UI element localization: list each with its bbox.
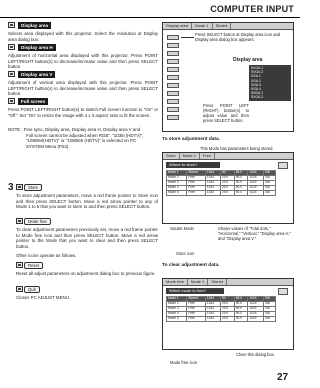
display-area-v-section xyxy=(8,71,158,97)
store-osd-bar xyxy=(163,153,293,160)
osd-icon-column xyxy=(167,35,181,123)
store-section xyxy=(16,184,158,210)
table-cell: 768 xyxy=(263,301,276,306)
table-cell: 50 xyxy=(220,171,234,176)
table-cell: 1024 xyxy=(248,316,263,321)
table-cell: 1024 xyxy=(248,301,263,306)
full-screen-icon xyxy=(8,98,15,104)
clear-table xyxy=(166,296,276,322)
menu-icon xyxy=(167,59,179,64)
table-cell: 1024 xyxy=(248,311,263,316)
menu-icon xyxy=(167,67,179,72)
osd-bar-item: Mode free xyxy=(163,279,188,285)
display-area-v-text: Adjustment of vertical area displayed with this projector. Press POINT LEFT/RIGHT button(s) to decrease/increase value and then press SELECT button. xyxy=(8,80,158,97)
other-icons-note xyxy=(16,253,158,259)
mode-free-icon-label: Mode free icon xyxy=(170,360,198,365)
reset-text: Reset all adjust parameters on adjustment dialog box to previous figure. xyxy=(16,271,156,276)
osd-bar-item: Display area xyxy=(163,23,192,29)
osd-top-bar xyxy=(163,23,293,30)
menu-icon xyxy=(167,99,179,104)
resolution-list xyxy=(249,65,291,101)
table-cell: 90.0 xyxy=(234,306,248,311)
mode-free-icon xyxy=(16,218,23,224)
table-cell: 1344 xyxy=(205,301,220,306)
select-callout: Press SELECT button at Display area icon and Display area dialog box appears. xyxy=(195,32,281,42)
where-to-store-title: Where to store? xyxy=(166,162,220,168)
resolution-option[interactable]: XGA 3 xyxy=(251,82,261,87)
resolution-option[interactable]: XGA 2 xyxy=(251,78,261,83)
dialog-close-icon[interactable] xyxy=(278,288,288,295)
osd-bar-item: Store xyxy=(163,153,180,159)
table-cell: Mode 4 xyxy=(167,311,187,316)
table-cell: 29.0 xyxy=(220,316,234,321)
display-area-v-label: Display area V xyxy=(18,71,55,78)
values-label: Shows values of "Total dots," "Horizontal," "Vertical," "Display area H," and "Display area V." xyxy=(218,226,292,241)
menu-icon xyxy=(167,115,179,120)
store-osd xyxy=(162,152,294,224)
osd-bar-item: Stored xyxy=(213,23,232,29)
table-cell: 90.0 xyxy=(234,190,248,195)
full-screen-label: Full screen xyxy=(18,98,48,105)
menu-icon xyxy=(167,91,179,96)
table-cell: 768 xyxy=(263,297,276,302)
table-cell: 1344 xyxy=(205,306,220,311)
reset-label: Reset xyxy=(24,262,43,269)
display-area-v-icon xyxy=(8,71,15,77)
page-header-title: COMPUTER INPUT xyxy=(210,4,294,14)
osd-bar-item: Stored xyxy=(208,279,227,285)
table-cell: 90.0 xyxy=(234,311,248,316)
note-block xyxy=(8,127,148,149)
mode-free-osd xyxy=(162,278,294,350)
menu-icon xyxy=(167,83,179,88)
table-cell: 90.0 xyxy=(234,175,248,180)
osd-bar-item: Mode 1 xyxy=(188,279,208,285)
quit-text: Closes PC ADJUST MENU. xyxy=(16,295,71,300)
callout-pointer xyxy=(181,37,194,38)
display-area-text: Selects area displayed with this projector. Select the resolution at Display area dialog box. xyxy=(8,31,158,42)
osd-bar-item: Free xyxy=(200,153,215,159)
display-area-osd xyxy=(162,22,294,132)
table-cell: 1024 xyxy=(248,190,263,195)
table-cell: 1024 xyxy=(248,180,263,185)
table-cell: 90.0 xyxy=(234,185,248,190)
mode-free-osd-bar xyxy=(163,279,293,286)
header-rule xyxy=(0,17,300,18)
table-cell: 50 xyxy=(220,297,234,302)
mode-free-text: To clear adjustment parameters previously set, move a red frame pointer to Mode free icon and then press SELECT button. Move a red arrow pointer to the Mode that you want to clear and then press SELECT button. xyxy=(16,227,158,249)
table-cell: 90.0 xyxy=(234,180,248,185)
table-cell: 1024 xyxy=(248,185,263,190)
quit-label: Quit xyxy=(24,286,40,293)
display-area-h-label: Display area H xyxy=(18,44,56,51)
table-cell: 1344 xyxy=(205,297,220,302)
store-section-title: To store adjustment data. xyxy=(162,137,221,142)
reset-icon xyxy=(16,262,23,268)
table-cell: Stored xyxy=(187,171,206,176)
table-cell: 90.0 xyxy=(234,316,248,321)
table-cell: Mode 4 xyxy=(167,185,187,190)
table-cell: 29.0 xyxy=(220,301,234,306)
table-cell: Free xyxy=(187,311,206,316)
table-cell: Mode 5 xyxy=(167,190,187,195)
table-cell: Free xyxy=(187,316,206,321)
which-mode-title: Which mode to free? xyxy=(166,288,224,294)
resolution-option[interactable]: SXGA 1 xyxy=(251,91,264,96)
table-cell: Free xyxy=(187,180,206,185)
table-cell: 1024 xyxy=(248,297,263,302)
store-label: Store xyxy=(24,184,42,191)
store-text: To store adjustment parameters, move a red frame pointer to Store icon and then press SELECT button. Move a red arrow pointer to any of Mode 1 to 5 that you want to store to and then press SELECT button. xyxy=(16,193,158,210)
resolution-option[interactable]: SVGA 2 xyxy=(251,70,264,75)
table-cell: 768 xyxy=(263,185,276,190)
table-cell: 768 xyxy=(263,306,276,311)
display-area-icon xyxy=(8,22,15,28)
table-row[interactable] xyxy=(167,190,276,195)
display-area-h-section xyxy=(8,44,158,70)
table-cell: 768 xyxy=(263,171,276,176)
resolution-option[interactable]: XGA 1 xyxy=(251,74,261,79)
vacant-mode-label: Vacant Mode xyxy=(170,226,194,231)
table-cell: 1024 xyxy=(248,171,263,176)
menu-icon xyxy=(167,75,179,80)
table-row[interactable] xyxy=(167,316,276,321)
menu-icon xyxy=(167,35,179,40)
table-cell: 768 xyxy=(263,180,276,185)
other-icons-text: Other icons operate as follows. xyxy=(16,253,77,258)
table-cell: 90.0 xyxy=(234,301,248,306)
table-cell: Mode 1 xyxy=(167,171,187,176)
table-cell: 29.0 xyxy=(220,175,234,180)
store-close-icon[interactable] xyxy=(278,162,288,169)
table-cell: Mode 2 xyxy=(167,175,187,180)
table-cell: 29.0 xyxy=(220,306,234,311)
table-cell: Stored xyxy=(187,297,206,302)
table-cell: Free xyxy=(187,175,206,180)
table-cell: Mode 3 xyxy=(167,306,187,311)
table-cell: 65.0 xyxy=(234,171,248,176)
table-cell: Mode 5 xyxy=(167,316,187,321)
note-text: NOTE : Fine sync, Display area, Display area H, Display area V and Full screen cannot be adjusted when RGB", "1035i (HDTV)", "1080i50(HDTV)" or "1080i60 (HDTV)" is selected on PC SYSTEM Menu (P23). xyxy=(8,127,144,149)
table-cell: 29.0 xyxy=(220,190,234,195)
display-area-h-text: Adjustment of horizontal area displayed with this projector. Press POINT LEFT/RIGHT button(s) to decrease/increase value and then press SELECT button. xyxy=(8,53,158,70)
full-screen-section xyxy=(8,98,158,118)
mode-free-label: Mode free xyxy=(24,218,51,225)
dialog-title: Display area xyxy=(233,57,263,63)
display-area-label: Display area xyxy=(18,22,51,29)
table-cell: Mode 2 xyxy=(167,301,187,306)
display-area-h-icon xyxy=(8,44,15,50)
table-cell: Mode 1 xyxy=(167,297,187,302)
osd-bar-item: Mode 1 xyxy=(192,23,212,29)
step-number: 3 xyxy=(8,182,14,193)
table-cell: 65.0 xyxy=(234,297,248,302)
store-icon-label: Store icon xyxy=(176,251,195,256)
quit-icon xyxy=(16,286,23,292)
close-dialog-label: Close this dialog box. xyxy=(236,352,275,357)
table-cell: 768 xyxy=(263,190,276,195)
resolution-option[interactable]: SVGA 1 xyxy=(251,66,264,70)
stored-mode-callout: This Mode has parameters being stored. xyxy=(200,146,274,151)
osd-bar-item: Mode 2 xyxy=(180,153,200,159)
table-cell: 1344 xyxy=(205,190,220,195)
page-number: 27 xyxy=(277,372,289,383)
press-instruction: Press POINT LEFT (RIGHT) button(s) to adjust value and then press SELECT button. xyxy=(203,103,249,123)
table-cell: 29.0 xyxy=(220,180,234,185)
table-cell: 29.0 xyxy=(220,311,234,316)
table-cell: 29.0 xyxy=(220,185,234,190)
table-cell: Free xyxy=(187,185,206,190)
table-cell: 768 xyxy=(263,175,276,180)
table-cell: 1344 xyxy=(205,316,220,321)
table-cell: 768 xyxy=(263,311,276,316)
clear-section-title: To clear adjustment data. xyxy=(162,263,220,268)
reset-section xyxy=(16,262,158,277)
resolution-option[interactable]: SXGA 2 xyxy=(251,95,264,100)
table-cell: 768 xyxy=(263,316,276,321)
store-table xyxy=(166,170,276,196)
resolution-option[interactable]: XGA 4 xyxy=(251,87,261,92)
quit-section xyxy=(16,286,158,301)
table-cell: 1344 xyxy=(205,180,220,185)
table-cell: 1024 xyxy=(248,175,263,180)
table-cell: 1344 xyxy=(205,185,220,190)
table-cell: 1344 xyxy=(205,311,220,316)
table-cell: 1344 xyxy=(205,175,220,180)
display-area-section xyxy=(8,22,158,42)
table-cell: Free xyxy=(187,190,206,195)
table-cell: 1024 xyxy=(248,306,263,311)
table-cell: Mode 3 xyxy=(167,180,187,185)
store-icon xyxy=(16,184,23,190)
menu-icon xyxy=(167,43,179,48)
table-cell: Free xyxy=(187,306,206,311)
table-cell: 1344 xyxy=(205,171,220,176)
table-cell: Free xyxy=(187,301,206,306)
mode-free-section xyxy=(16,218,158,249)
menu-icon xyxy=(167,51,179,56)
full-screen-text: Press POINT LEFT/RIGHT button(s) to switch Full screen function to "On" or "Off." Set "On" to resize the image with 4 x 3 aspect ratio to fit the screen. xyxy=(8,107,158,118)
menu-icon xyxy=(167,107,179,112)
